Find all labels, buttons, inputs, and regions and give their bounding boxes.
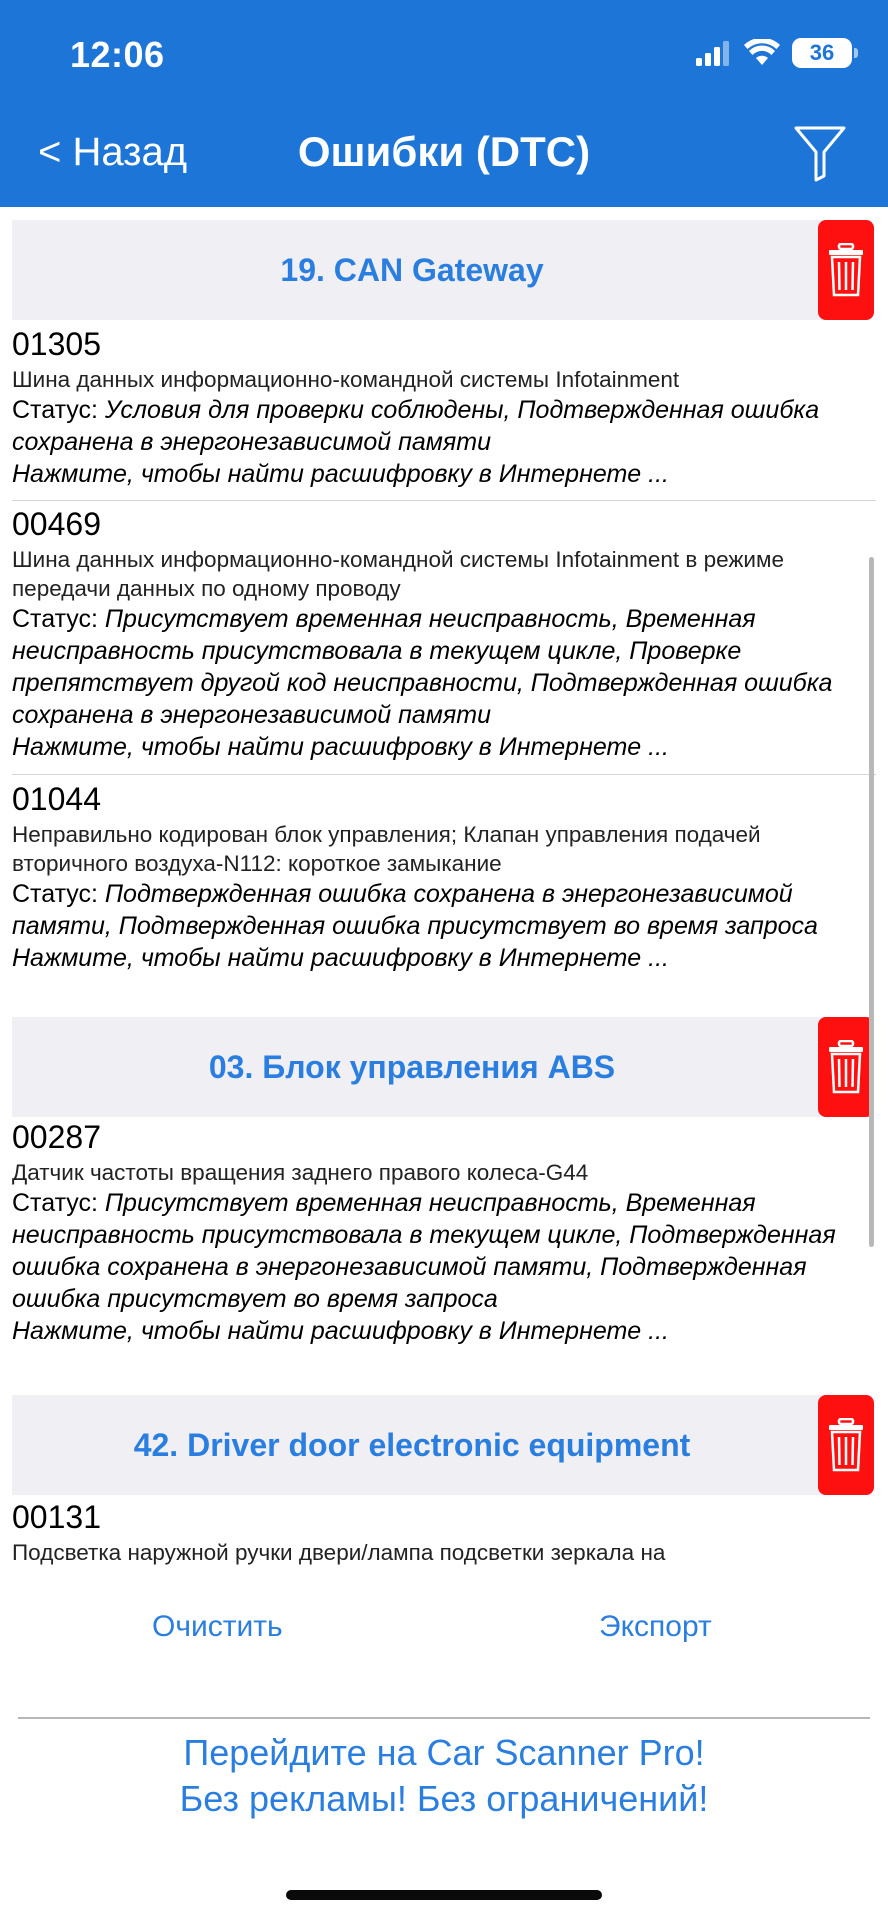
battery-level: 36 <box>809 40 835 65</box>
dtc-item[interactable] <box>12 779 872 974</box>
trash-icon <box>828 243 864 297</box>
divider <box>12 774 876 775</box>
dtc-code: 00287 <box>12 1119 101 1155</box>
dtc-description: Подсветка наружной ручки двери/лампа подсветки зеркала на <box>12 1540 666 1565</box>
status-value: Присутствует временная неисправность, Временная неисправность присутствовала в текущем цикле, Проверке препятствует другой код неисправности, Подтвержденная ошибка сохранена в энергонезависимой памяти <box>12 605 833 729</box>
search-online-link[interactable]: Нажмите, чтобы найти расшифровку в Интернете ... <box>12 944 669 972</box>
dtc-description: Шина данных информационно-командной системы Infotainment в режиме передачи данных по одному проводу <box>12 547 784 601</box>
dtc-code: 01044 <box>12 781 101 817</box>
status-label: Статус: <box>12 1189 105 1217</box>
status-label: Статус: <box>12 396 105 424</box>
module-title: 19. CAN Gateway <box>280 252 544 288</box>
scrollbar[interactable] <box>869 557 874 1247</box>
module-header[interactable] <box>12 1395 872 1495</box>
delete-button[interactable] <box>818 220 874 320</box>
app-header <box>0 0 888 207</box>
status-label: Статус: <box>12 880 105 908</box>
trash-icon <box>828 1040 864 1094</box>
pro-upgrade-banner[interactable] <box>0 1730 888 1822</box>
home-indicator[interactable] <box>286 1890 602 1900</box>
dtc-status <box>12 878 872 942</box>
module-title: 42. Driver door electronic equipment <box>133 1427 691 1463</box>
dtc-code: 00131 <box>12 1499 101 1535</box>
back-button[interactable]: < Назад <box>38 130 188 174</box>
dtc-code: 01305 <box>12 326 101 362</box>
wifi-icon <box>744 39 780 67</box>
search-online-link[interactable]: Нажмите, чтобы найти расшифровку в Интернете ... <box>12 1317 669 1345</box>
cellular-signal-icon <box>696 40 732 66</box>
filter-icon[interactable] <box>792 122 848 184</box>
search-online-link[interactable]: Нажмите, чтобы найти расшифровку в Интернете ... <box>12 733 669 761</box>
dtc-item[interactable] <box>12 1497 872 1567</box>
clear-button[interactable]: Очистить <box>152 1610 283 1643</box>
divider <box>12 500 876 501</box>
status-label: Статус: <box>12 605 105 633</box>
dtc-item[interactable] <box>12 1117 872 1347</box>
dtc-list[interactable] <box>0 207 888 1567</box>
status-value: Присутствует временная неисправность, Временная неисправность присутствовала в текущем цикле, Подтвержденная ошибка сохранена в энергонезависимой памяти, Подтвержденная ошибка присутствует во время запроса <box>12 1189 836 1313</box>
battery-icon <box>792 38 852 68</box>
dtc-item[interactable] <box>12 324 872 490</box>
dtc-status <box>12 1187 872 1315</box>
delete-button[interactable] <box>818 1395 874 1495</box>
module-header[interactable] <box>12 220 872 320</box>
promo-line-1: Перейдите на Car Scanner Pro! <box>183 1732 705 1773</box>
delete-button[interactable] <box>818 1017 874 1117</box>
dtc-description: Датчик частоты вращения заднего правого колеса-G44 <box>12 1160 589 1185</box>
action-bar <box>0 1610 888 1670</box>
page-title: Ошибки (DTC) <box>297 128 591 175</box>
dtc-code: 00469 <box>12 506 101 542</box>
export-button[interactable]: Экспорт <box>599 1610 712 1643</box>
search-online-link[interactable]: Нажмите, чтобы найти расшифровку в Интернете ... <box>12 460 669 488</box>
dtc-description: Шина данных информационно-командной системы Infotainment <box>12 367 680 392</box>
status-time: 12:06 <box>70 34 165 75</box>
status-value: Подтвержденная ошибка сохранена в энергонезависимой памяти, Подтвержденная ошибка присутствует во время запроса <box>12 880 818 940</box>
status-value: Условия для проверки соблюдены, Подтвержденная ошибка сохранена в энергонезависимой памяти <box>12 396 820 456</box>
status-icons <box>696 38 852 68</box>
divider <box>18 1717 870 1719</box>
promo-line-2: Без рекламы! Без ограничений! <box>179 1778 709 1819</box>
module-header[interactable] <box>12 1017 872 1117</box>
dtc-status <box>12 394 872 458</box>
module-title: 03. Блок управления ABS <box>208 1049 616 1085</box>
dtc-description: Неправильно кодирован блок управления; Клапан управления подачей вторичного воздуха-N112: короткое замыкание <box>12 822 761 876</box>
dtc-status <box>12 603 872 731</box>
dtc-item[interactable] <box>12 504 872 763</box>
trash-icon <box>828 1418 864 1472</box>
